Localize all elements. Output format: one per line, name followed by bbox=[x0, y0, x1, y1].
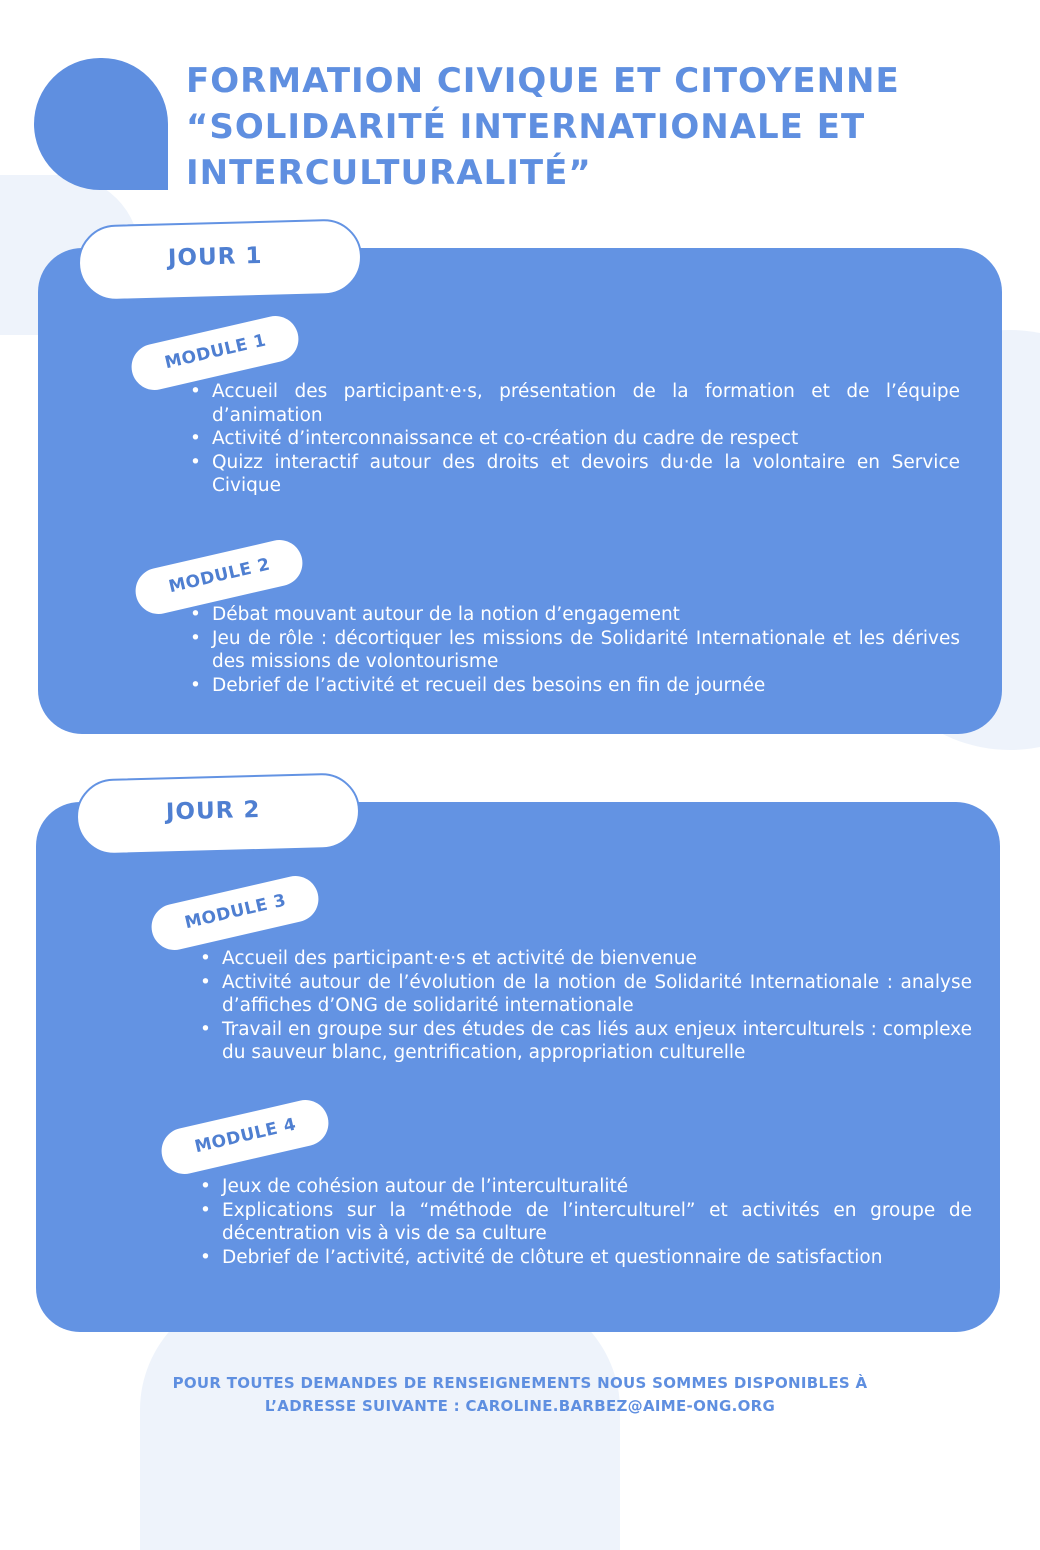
title-line-1: FORMATION CIVIQUE ET CITOYENNE bbox=[186, 61, 900, 101]
module-4-label: MODULE 4 bbox=[192, 1114, 299, 1158]
contact-footer bbox=[120, 1372, 920, 1418]
list-item: • Activité d’interconnaissance et co-création du cadre de respect bbox=[188, 427, 960, 451]
module-2-label: MODULE 2 bbox=[166, 554, 273, 598]
module-2-list bbox=[188, 603, 960, 697]
day-1-tab bbox=[77, 218, 363, 301]
module-4-list bbox=[198, 1175, 972, 1269]
module-1-list bbox=[188, 380, 960, 498]
list-item: • Jeu de rôle : décortiquer les missions de Solidarité Internationale et les dérives des missions de volontourisme bbox=[188, 627, 960, 674]
list-item: • Explications sur la “méthode de l’interculturel” et activités en groupe de décentration vis à vis de sa culture bbox=[198, 1199, 972, 1246]
day-2-tab bbox=[75, 772, 361, 855]
list-item: • Travail en groupe sur des études de cas liés aux enjeux interculturels : complexe du sauveur blanc, gentrification, appropriation culturelle bbox=[198, 1018, 972, 1065]
list-item: • Débat mouvant autour de la notion d’engagement bbox=[188, 603, 960, 627]
list-item: • Quizz interactif autour des droits et devoirs du·de la volontaire en Service Civique bbox=[188, 451, 960, 498]
list-item: • Debrief de l’activité et recueil des besoins en fin de journée bbox=[188, 674, 960, 698]
list-item: • Accueil des participant·e·s et activité de bienvenue bbox=[198, 947, 972, 971]
footer-line-2: L’ADRESSE SUIVANTE : CAROLINE.BARBEZ@AIME-ONG.ORG bbox=[264, 1397, 776, 1415]
list-item: • Accueil des participant·e·s, présentation de la formation et de l’équipe d’animation bbox=[188, 380, 960, 427]
day-1-label: JOUR 1 bbox=[167, 242, 263, 272]
footer-line-1: POUR TOUTES DEMANDES DE RENSEIGNEMENTS NOUS SOMMES DISPONIBLES À bbox=[172, 1374, 868, 1392]
module-3-list bbox=[198, 947, 972, 1065]
module-1-label: MODULE 1 bbox=[162, 330, 269, 374]
title-line-3: INTERCULTURALITÉ” bbox=[186, 153, 592, 193]
title-line-2: “SOLIDARITÉ INTERNATIONALE ET bbox=[186, 107, 866, 147]
list-item: • Activité autour de l’évolution de la notion de Solidarité Internationale : analyse d’affiches d’ONG de solidarité internationale bbox=[198, 971, 972, 1018]
list-item: • Jeux de cohésion autour de l’interculturalité bbox=[198, 1175, 972, 1199]
page-title bbox=[186, 58, 1006, 196]
module-3-label: MODULE 3 bbox=[182, 890, 289, 934]
list-item: • Debrief de l’activité, activité de clôture et questionnaire de satisfaction bbox=[198, 1246, 972, 1270]
day-2-label: JOUR 2 bbox=[165, 796, 261, 826]
decorative-drop-shape bbox=[34, 58, 168, 190]
